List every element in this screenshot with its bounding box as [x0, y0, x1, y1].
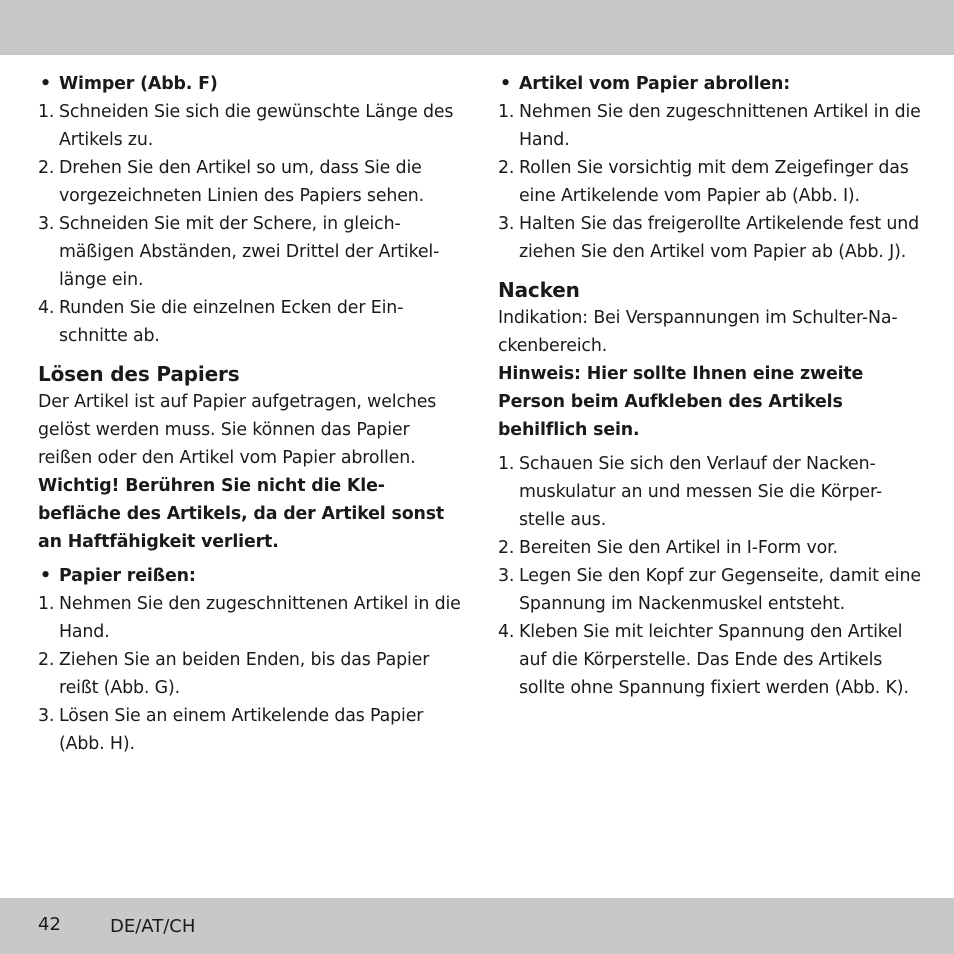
wimper-title: • Wimper (Abb. F)	[40, 74, 218, 94]
list-item: 3. Legen Sie den Kopf zur Gegenseite, damit eine Spannung im Nackenmuskel entsteht.	[498, 566, 921, 614]
list-item: 1. Schauen Sie sich den Verlauf der Nacken-muskulatur an und messen Sie die Körper-stelle aus.	[498, 454, 882, 530]
loesen-text: Der Artikel ist auf Papier aufgetragen, welches gelöst werden muss. Sie können das Papier reißen oder den Artikel vom Papier abrollen.	[38, 392, 437, 468]
list-item: 3. Halten Sie das freigerollte Artikelende fest und ziehen Sie den Artikel vom Papier ab (Abb. J).	[498, 214, 920, 262]
list-item: 1. Schneiden Sie sich die gewünschte Länge des Artikels zu.	[38, 102, 454, 150]
list-item: 4. Kleben Sie mit leichter Spannung den Artikel auf die Körperstelle. Das Ende des Artikels sollte ohne Spannung fixiert werden (Abb. K).	[498, 622, 909, 698]
nacken-indication: Indikation: Bei Verspannungen im Schulter-Na-ckenbereich.	[498, 308, 898, 356]
list-item: 2. Drehen Sie den Artikel so um, dass Sie die vorgezeichneten Linien des Papiers sehen.	[38, 158, 425, 206]
nacken-heading: Nacken	[498, 278, 580, 302]
list-item: 3. Schneiden Sie mit der Schere, in gleich-mäßigen Abständen, zwei Drittel der Artikel-länge ein.	[38, 214, 440, 290]
abrollen-steps	[498, 98, 923, 266]
right-column	[498, 70, 923, 702]
reissen-title: • Papier reißen:	[40, 566, 196, 586]
warning-text: Wichtig! Berühren Sie nicht die Kle-befläche des Artikels, da der Artikel sonst an Haftfähigkeit verliert.	[38, 476, 445, 552]
nacken-steps	[498, 450, 923, 702]
wimper-steps	[38, 98, 463, 350]
list-item: 2. Bereiten Sie den Artikel in I-Form vor.	[498, 538, 838, 558]
list-item: 4. Runden Sie die einzelnen Ecken der Ein-schnitte ab.	[38, 298, 404, 346]
loesen-heading: Lösen des Papiers	[38, 362, 240, 386]
top-bar	[0, 0, 954, 55]
list-item: 1. Nehmen Sie den zugeschnittenen Artikel in die Hand.	[498, 102, 921, 150]
left-column	[38, 70, 463, 758]
reissen-steps	[38, 590, 463, 758]
list-item: 3. Lösen Sie an einem Artikelende das Papier (Abb. H).	[38, 706, 424, 754]
locale-label: DE/AT/CH	[110, 916, 196, 937]
list-item: 1. Nehmen Sie den zugeschnittenen Artikel in die Hand.	[38, 594, 461, 642]
list-item: 2. Ziehen Sie an beiden Enden, bis das Papier reißt (Abb. G).	[38, 650, 430, 698]
nacken-hint: Hinweis: Hier sollte Ihnen eine zweite Person beim Aufkleben des Artikels behilflich sein.	[498, 364, 864, 440]
list-item: 2. Rollen Sie vorsichtig mit dem Zeigefinger das eine Artikelende vom Papier ab (Abb. I).	[498, 158, 909, 206]
page-number: 42	[38, 914, 61, 935]
abrollen-title: • Artikel vom Papier abrollen:	[500, 74, 791, 94]
